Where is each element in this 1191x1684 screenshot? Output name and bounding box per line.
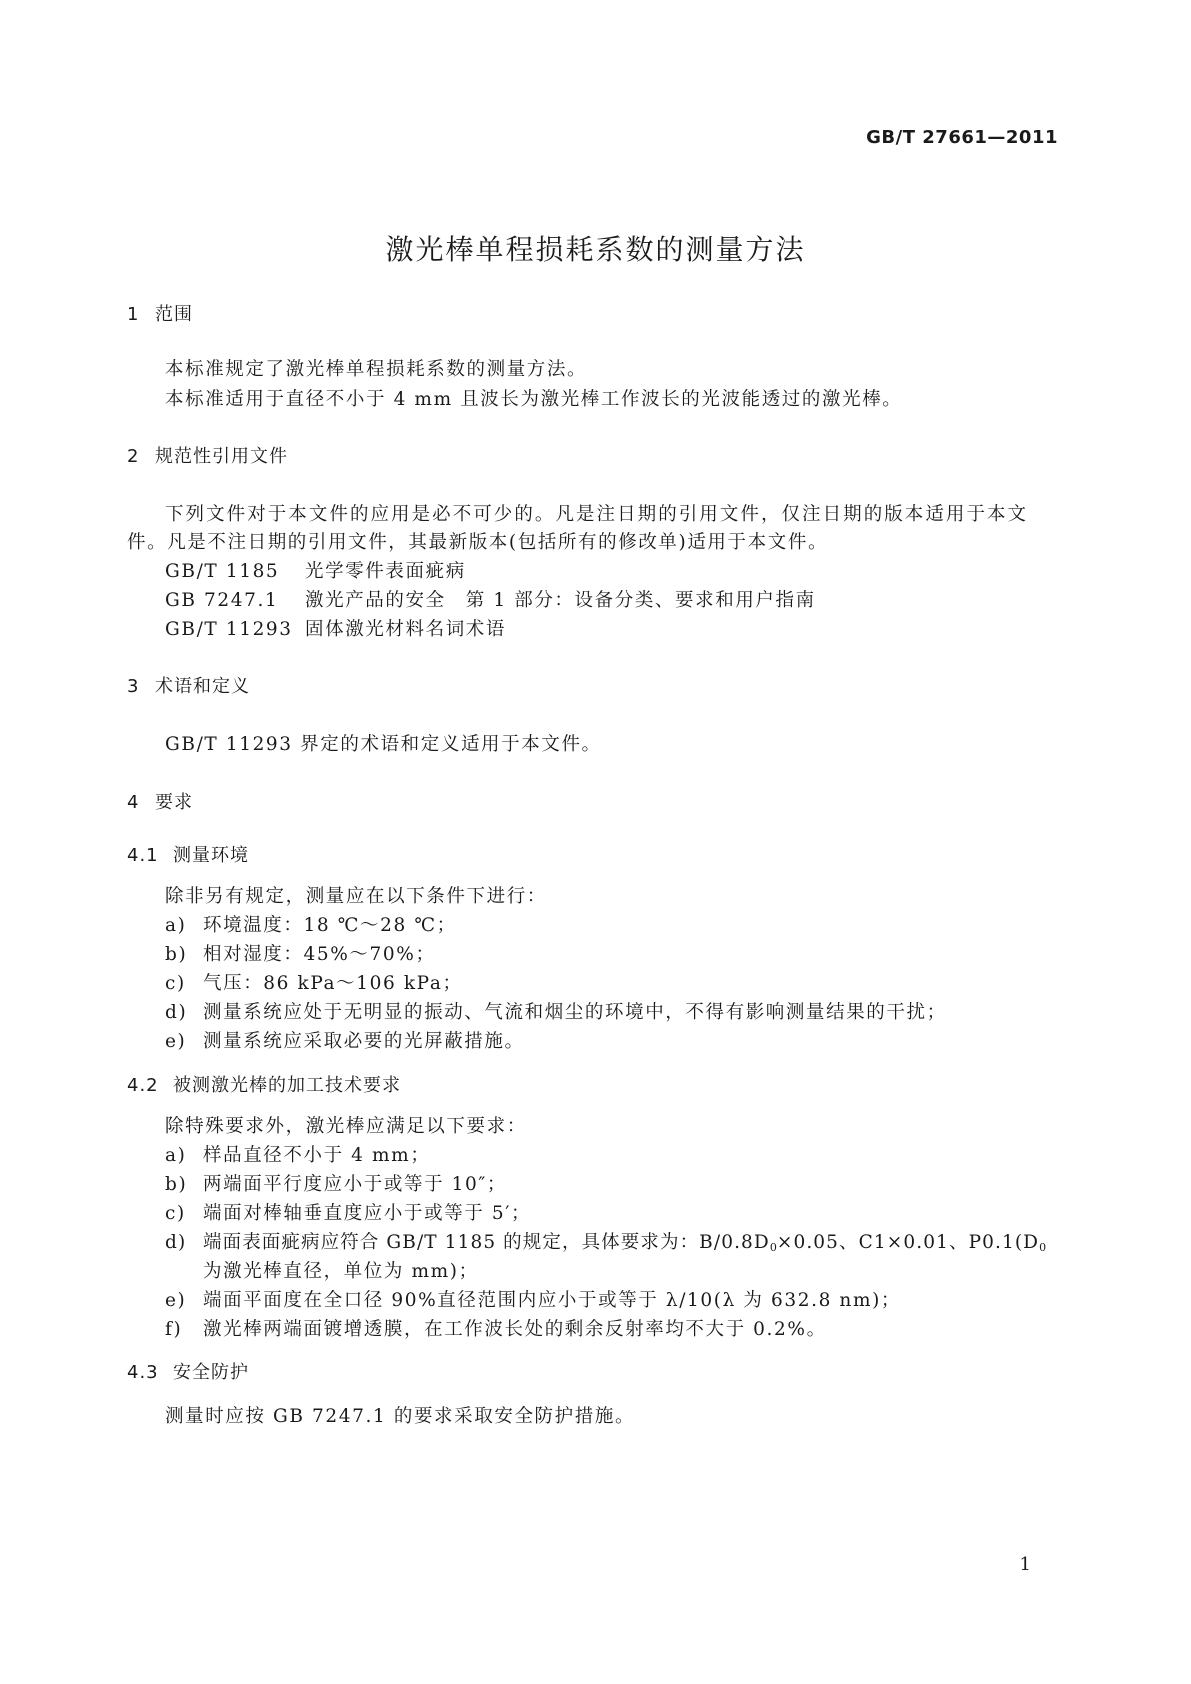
section-2-heading <box>127 442 288 468</box>
list-item <box>165 1027 525 1053</box>
list-item <box>165 1286 901 1312</box>
reference-title: 光学零件表面疵病 <box>305 561 466 582</box>
list-item-label: e) <box>165 1031 187 1052</box>
list-item <box>165 1141 430 1167</box>
list-item-label: e) <box>165 1290 187 1311</box>
list-item <box>165 1228 1046 1254</box>
subscript: 0 <box>1039 1241 1047 1254</box>
document-title: 激光棒单程损耗系数的测量方法 <box>385 233 806 266</box>
section-2-title: 规范性引用文件 <box>155 446 288 467</box>
section-4-1-heading <box>127 841 249 867</box>
list-item-text: 激光棒两端面镀增透膜，在工作波长处的剩余反射率均不大于 0.2%。 <box>203 1319 827 1340</box>
s1-paragraph-1: 本标准规定了激光棒单程损耗系数的测量方法。 <box>165 359 588 380</box>
reference-item <box>165 615 506 641</box>
list-item <box>165 911 457 937</box>
reference-code: GB/T 1185 <box>165 561 280 582</box>
reference-title: 激光产品的安全 第 1 部分：设备分类、要求和用户指南 <box>305 590 816 611</box>
list-item-text: 两端面平行度应小于或等于 10″； <box>203 1174 508 1195</box>
s2-paragraph-line-1: 下列文件对于本文件的应用是必不可少的。凡是注日期的引用文件，仅注日期的版本适用于本文 <box>165 504 1029 525</box>
list-item-label: d) <box>165 1232 187 1253</box>
list-item-text: 相对湿度：45%～70%； <box>203 944 436 965</box>
list-item-continuation: 为激光棒直径，单位为 mm)； <box>203 1261 479 1282</box>
s43-paragraph: 测量时应按 GB 7247.1 的要求采取安全防护措施。 <box>165 1406 636 1427</box>
section-4-3-heading <box>127 1358 249 1384</box>
s41-intro: 除非另有规定，测量应在以下条件下进行： <box>165 886 547 907</box>
list-item-text: 测量系统应处于无明显的振动、气流和烟尘的环境中，不得有影响测量结果的干扰； <box>203 1002 947 1023</box>
page-number: 1 <box>1019 1554 1031 1575</box>
reference-code: GB 7247.1 <box>165 590 279 611</box>
section-4-title: 要求 <box>155 792 193 813</box>
list-item-label: b) <box>165 1174 188 1195</box>
list-item-text: 端面平面度在全口径 90%直径范围内应小于或等于 λ/10(λ 为 632.8 nm)； <box>203 1290 902 1311</box>
list-item-label: f) <box>165 1319 183 1340</box>
list-item <box>165 1315 827 1341</box>
section-4-2-title: 被测激光棒的加工技术要求 <box>173 1075 401 1096</box>
section-4-2-number: 4.2 <box>127 1075 159 1096</box>
list-item <box>165 1170 507 1196</box>
subscript: 0 <box>769 1241 777 1254</box>
section-3-heading <box>127 672 250 698</box>
section-3-number: 3 <box>127 676 140 697</box>
section-4-heading <box>127 788 193 814</box>
s1-paragraph-2: 本标准适用于直径不小于 4 mm 且波长为激光棒工作波长的光波能透过的激光棒。 <box>165 389 903 410</box>
section-1-title: 范围 <box>155 304 193 325</box>
s42-intro: 除特殊要求外，激光棒应满足以下要求： <box>165 1116 527 1137</box>
list-item-text: 端面表面疵病应符合 GB/T 1185 的规定，具体要求为：B/0.8D <box>203 1232 770 1253</box>
list-item-label: b) <box>165 944 188 965</box>
reference-item <box>165 557 466 583</box>
list-item-text: 测量系统应采取必要的光屏蔽措施。 <box>203 1031 525 1052</box>
list-item-text: ×0.05、C1×0.01、P0.1(D <box>776 1232 1040 1253</box>
reference-title: 固体激光材料名词术语 <box>305 619 507 640</box>
section-3-title: 术语和定义 <box>155 676 250 697</box>
section-2-number: 2 <box>127 446 140 467</box>
section-4-3-title: 安全防护 <box>173 1362 249 1383</box>
list-item <box>165 998 947 1024</box>
list-item-label: c) <box>165 1203 186 1224</box>
section-4-1-number: 4.1 <box>127 845 159 866</box>
list-item-text: 样品直径不小于 4 mm； <box>203 1145 431 1166</box>
section-1-number: 1 <box>127 304 140 325</box>
list-item-label: c) <box>165 973 186 994</box>
list-item-label: a) <box>165 1145 187 1166</box>
section-4-2-heading <box>127 1071 401 1097</box>
reference-code: GB/T 11293 <box>165 619 293 640</box>
list-item <box>165 940 436 966</box>
s3-paragraph: GB/T 11293 界定的术语和定义适用于本文件。 <box>165 734 602 755</box>
list-item-label: a) <box>165 915 187 936</box>
list-item-text: 环境温度：18 ℃～28 ℃； <box>203 915 457 936</box>
list-item <box>165 969 463 995</box>
list-item-label: d) <box>165 1002 188 1023</box>
section-4-number: 4 <box>127 792 140 813</box>
reference-item <box>165 586 816 612</box>
list-item-text: 气压：86 kPa～106 kPa； <box>203 973 463 994</box>
standard-code: GB/T 27661—2011 <box>866 127 1058 148</box>
section-1-heading <box>127 300 193 326</box>
section-4-1-title: 测量环境 <box>173 845 249 866</box>
section-4-3-number: 4.3 <box>127 1362 159 1383</box>
list-item-text: 端面对棒轴垂直度应小于或等于 5′； <box>203 1203 532 1224</box>
list-item <box>165 1199 531 1225</box>
s2-paragraph-line-2: 件。凡是不注日期的引用文件，其最新版本(包括所有的修改单)适用于本文件。 <box>127 532 829 553</box>
